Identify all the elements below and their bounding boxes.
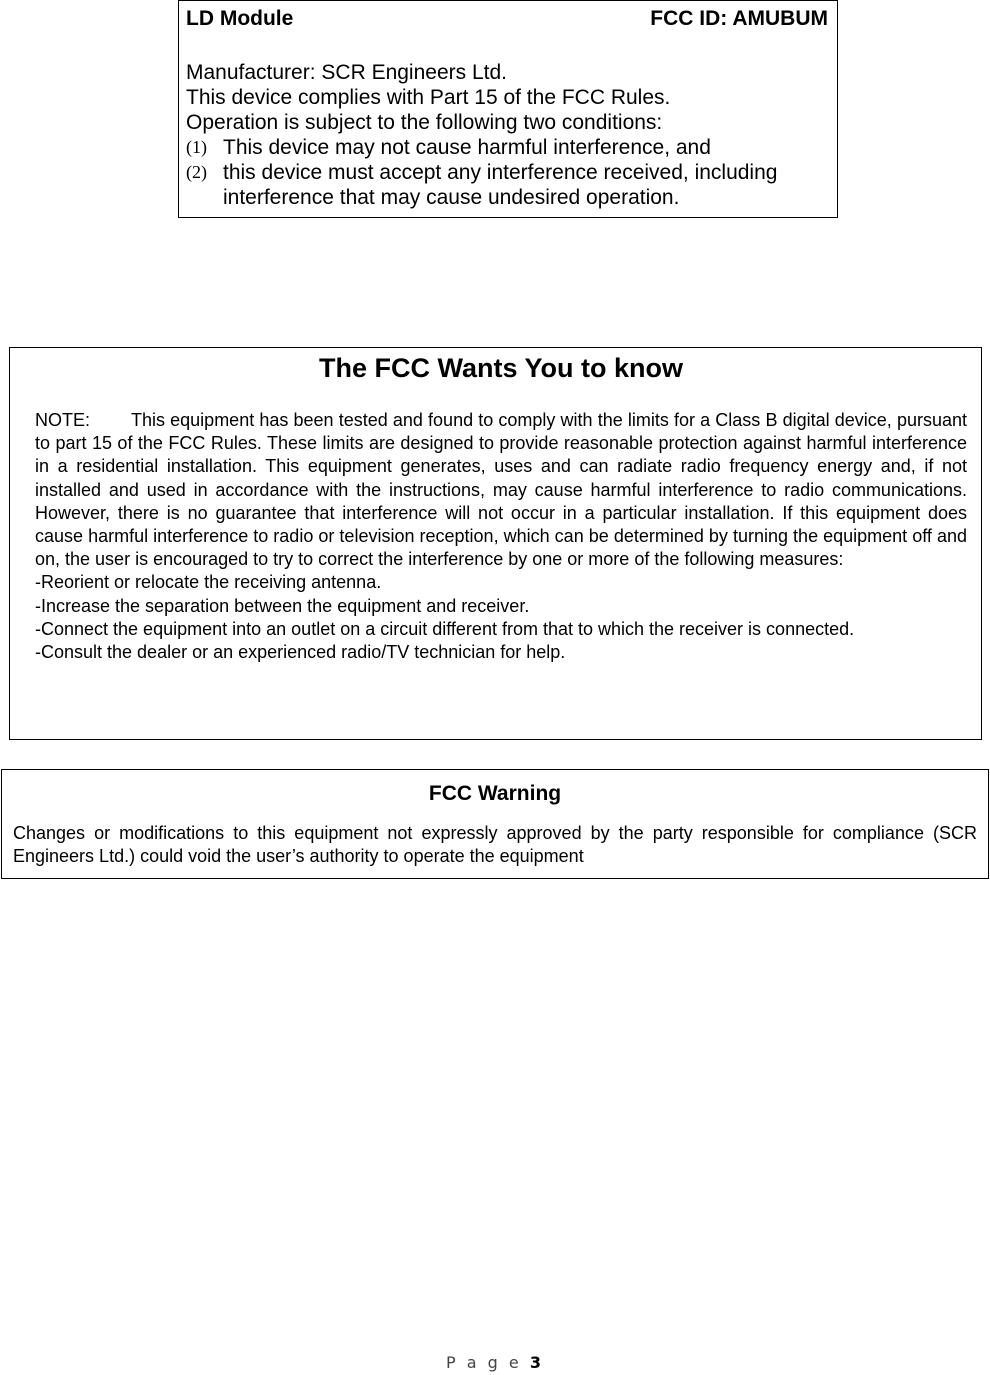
condition-text: This device may not cause harmful interference, and [223, 136, 711, 159]
fcc-notice-box [9, 347, 982, 740]
condition-number: (2) [186, 162, 207, 182]
page-number: 3 [529, 1353, 544, 1372]
measure-item: -Reorient or relocate the receiving antenna. [35, 572, 382, 593]
manufacturer-line: Manufacturer: SCR Engineers Ltd. [186, 61, 507, 84]
page-footer [0, 1353, 990, 1372]
compliance-line: This device complies with Part 15 of the FCC Rules. [186, 86, 671, 109]
condition-item [186, 135, 828, 160]
warning-text: Changes or modifications to this equipment not expressly approved by the party responsible for compliance (SCR Engineers Ltd.) could void the user’s authority to operate the equipment [13, 823, 977, 866]
note-label: NOTE: [35, 410, 91, 430]
warning-title: FCC Warning [428, 782, 562, 805]
module-name: LD Module [186, 7, 294, 30]
fcc-warning-box [1, 769, 989, 879]
fcc-label-box [178, 0, 838, 218]
note-text: This equipment has been tested and found to comply with the limits for a Class B digital device, pursuant to part 15 of the FCC Rules. These limits are designed to provide reasonable protection against harmful interference in a residential installation. This equipment generates, uses and can radiate radio frequency energy and, if not installed and used in accordance with the instructions, may cause harmful interference to radio communications. However, there is no guarantee that interference will not occur in a particular installation. If this equipment does cause harmful interference to radio or television reception, which can be determined by turning the equipment off and on, the user is encouraged to try to correct the interference by one or more of the following measures: [35, 410, 967, 570]
measure-item: -Increase the separation between the equipment and receiver. [35, 595, 530, 616]
fcc-id: FCC ID: AMUBUM [650, 7, 828, 30]
measure-item: -Consult the dealer or an experienced radio/TV technician for help. [35, 642, 566, 663]
operation-line: Operation is subject to the following two conditions: [186, 111, 663, 134]
condition-text: this device must accept any interference received, including [223, 161, 778, 184]
label-header [186, 4, 828, 32]
notice-body [35, 409, 967, 664]
page-label: P a g e [446, 1353, 522, 1372]
measure-item: -Connect the equipment into an outlet on a circuit different from that to which the receiver is connected. [35, 618, 855, 639]
condition-number: (1) [186, 137, 207, 157]
note-paragraph [35, 409, 967, 571]
condition-item [186, 160, 828, 185]
condition-continuation: interference that may cause undesired operation. [223, 186, 680, 209]
notice-title: The FCC Wants You to know [319, 353, 683, 383]
